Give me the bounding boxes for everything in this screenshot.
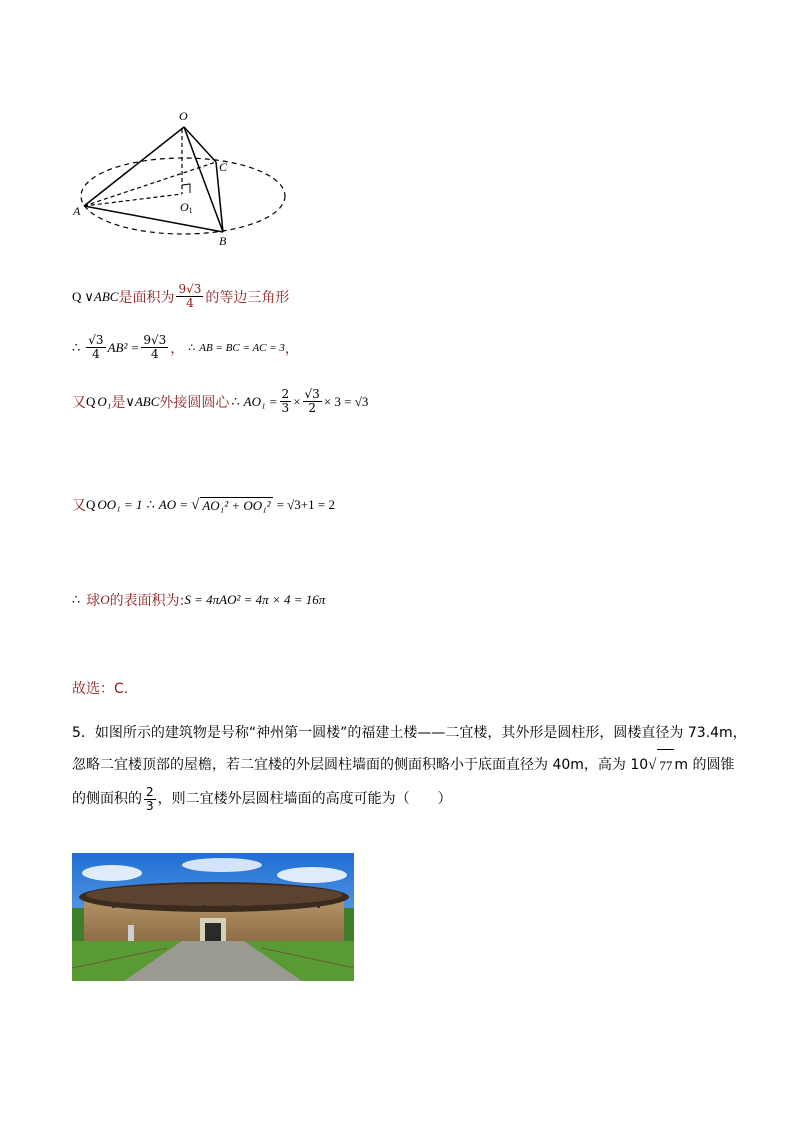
- solution-line-1: [72, 283, 289, 310]
- text: 又: [72, 498, 86, 514]
- text: 又: [72, 394, 86, 411]
- right-angle-mark: [182, 184, 190, 193]
- cone-sphere-diagram: [70, 105, 300, 250]
- area-fraction: $\frac{9√3}{4}$: [143, 333, 167, 361]
- edge-OC: [184, 127, 216, 162]
- question-line-2: 忽略二宜楼顶部的屋檐，若二宜楼的外层圆柱墙面的侧面积略小于底面直径为 40m，高为 10 √ 77 m 的圆锥: [72, 749, 772, 781]
- sqrt-sign: √: [191, 496, 200, 513]
- solution-line-4: [72, 495, 335, 515]
- solution-line-5: [72, 590, 325, 610]
- radicand: AO₁² + OO₁²: [202, 497, 271, 513]
- text: 是: [111, 394, 126, 411]
- text: 的等边三角形: [205, 289, 290, 306]
- triangle-abc: ∨ABC: [84, 288, 119, 304]
- seg-AO1: [84, 194, 182, 206]
- two-thirds: $\frac{2}{3}$: [146, 784, 154, 813]
- label-O1: O1: [180, 200, 193, 215]
- text: 球: [86, 593, 101, 609]
- area-fraction: $\frac{9√3}{4}$: [178, 282, 202, 310]
- label-O: O: [179, 109, 188, 123]
- label-C: C: [219, 160, 228, 174]
- sqrt3-over-2: $\frac{√3}{2}$: [304, 387, 320, 415]
- therefore-symbol: ∴: [231, 393, 240, 409]
- label-B: B: [219, 234, 227, 248]
- sqrt3-over-4: $\frac{√3}{4}$: [88, 333, 104, 361]
- comma: ，: [284, 340, 299, 357]
- text: 是面积为: [118, 289, 175, 306]
- o1-symbol: O₁: [97, 393, 112, 409]
- because-symbol: Q: [72, 288, 82, 304]
- tulou-photo: [72, 853, 354, 981]
- ao1-expr: AO₁ =: [243, 393, 278, 409]
- label-A: A: [73, 204, 81, 218]
- sphere-o: O: [100, 592, 110, 607]
- ab-squared: AB² =: [107, 339, 140, 355]
- therefore-symbol: ∴: [146, 497, 155, 512]
- ao1-result: × 3 = √3: [323, 393, 369, 409]
- therefore-symbol: ∴: [188, 342, 196, 354]
- edge-AC: [84, 162, 216, 206]
- answer-line: 故选：C.: [72, 681, 129, 697]
- edge-OA: [84, 127, 184, 206]
- because-symbol: Q: [86, 393, 96, 409]
- solution-line-3: [72, 388, 368, 415]
- times: ×: [293, 393, 301, 409]
- ao-expr: AO =: [158, 497, 189, 512]
- ao-result: = √3+1 = 2: [276, 497, 335, 512]
- surface-area-formula: S = 4πAO² = 4π × 4 = 16π: [184, 592, 326, 607]
- therefore-symbol: ∴: [72, 339, 81, 355]
- therefore-symbol: ∴: [72, 592, 81, 607]
- side-equality: AB = BC = AC = 3: [199, 341, 285, 354]
- question-line-3: 的侧面积的 $\frac{2}{3}$ ，则二宜楼外层圆柱墙面的高度可能为（ ）: [72, 784, 452, 813]
- comma: ，: [170, 340, 185, 357]
- radicand-77: 77: [657, 749, 674, 782]
- triangle-abc: ∨ABC: [125, 393, 160, 409]
- text: 外接圆圆心: [159, 394, 230, 411]
- two-thirds: $\frac{2}{3}$: [281, 387, 290, 415]
- oo1-expr: OO₁ = 1: [97, 497, 143, 512]
- text: 的表面积为:: [109, 593, 185, 609]
- question-5: [72, 717, 772, 817]
- edge-AB: [84, 206, 223, 232]
- because-symbol: Q: [86, 497, 96, 512]
- solution-line-2: [72, 334, 299, 361]
- base-circle: [81, 158, 285, 234]
- question-line-1: 5．如图所示的建筑物是号称“神州第一圆楼”的福建土楼——二宜楼，其外形是圆柱形，圆楼直径为 73.4m，: [72, 725, 747, 741]
